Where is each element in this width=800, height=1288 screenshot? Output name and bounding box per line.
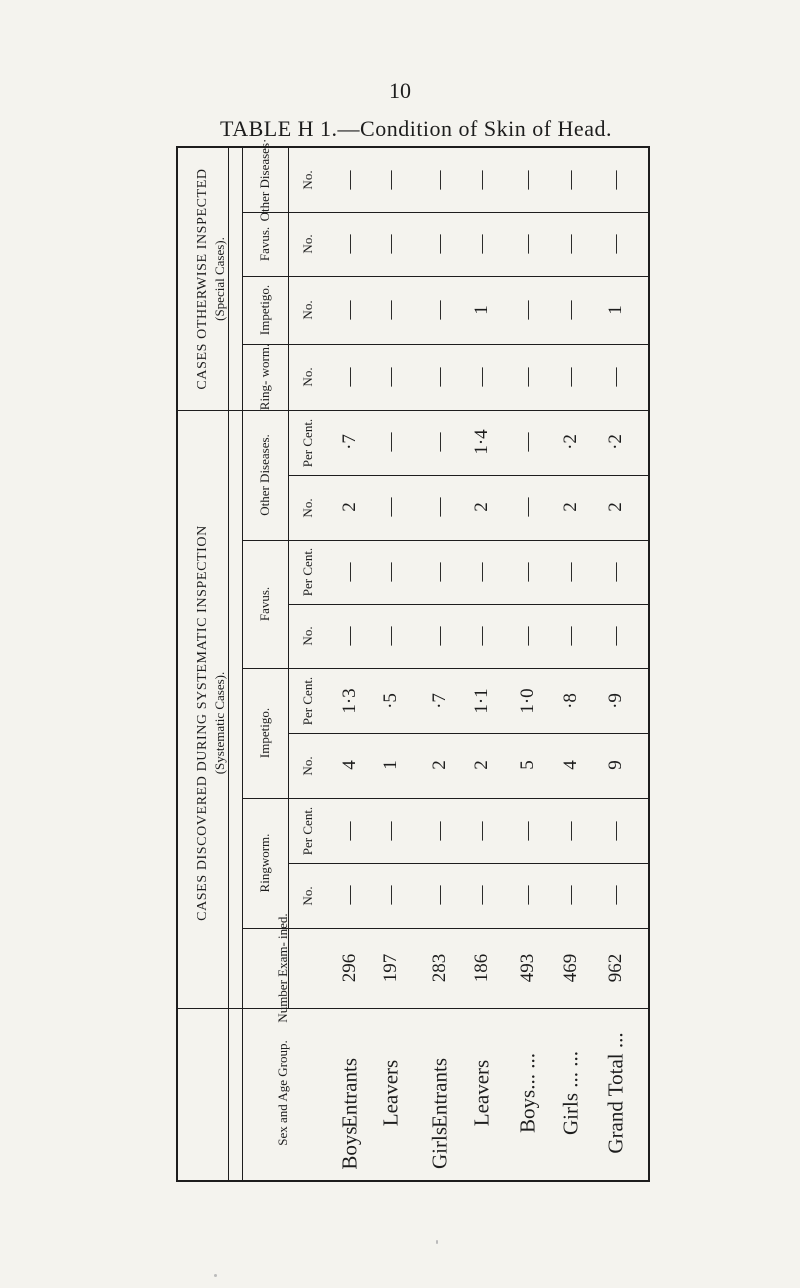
cell-favus-no-4: — — [517, 626, 538, 646]
header-number-examined: Number Exam- ined. — [275, 913, 290, 1023]
header-no-impetigo-special: No. — [300, 300, 315, 320]
cell-ringworm-pct-3: — — [471, 821, 492, 841]
cell-impetigo-pct-6: ·9 — [605, 693, 626, 709]
cell-ringworm-pct-2: — — [429, 821, 450, 841]
cell-special-ringworm-2: — — [429, 367, 450, 387]
cell-favus-pct-3: — — [471, 562, 492, 582]
header-impetigo-special: Impetigo. — [257, 284, 272, 336]
cell-impetigo-no-2: 2 — [429, 760, 450, 770]
cell-other-pct-0: ·7 — [339, 434, 360, 450]
cell-favus-no-0: — — [339, 626, 360, 646]
cell-other-pct-2: — — [429, 432, 450, 452]
cell-impetigo-pct-0: 1·3 — [339, 688, 360, 714]
section-title-systematic: CASES DISCOVERED DURING SYSTEMATIC INSPECTION — [195, 525, 210, 921]
band-special-2 — [242, 276, 648, 277]
cell-special-ringworm-0: — — [339, 367, 360, 387]
header-other-diseases-special: Other Diseases· — [257, 138, 272, 222]
cell-favus-no-5: — — [560, 626, 581, 646]
header-ringworm-special: Ring- worm. — [257, 343, 272, 411]
row-label-2: Entrants — [427, 1058, 452, 1128]
cell-special-other-4: — — [517, 170, 538, 190]
cell-ringworm-no-4: — — [517, 885, 538, 905]
cell-special-other-3: — — [471, 170, 492, 190]
cell-special-impetigo-0: — — [339, 300, 360, 320]
cell-other-pct-5: ·2 — [560, 434, 581, 450]
cell-examined-0: 296 — [339, 953, 360, 983]
header-no-other-special: No. — [300, 170, 315, 190]
cell-ringworm-pct-5: — — [560, 821, 581, 841]
divider-subheader — [288, 148, 289, 1008]
cell-examined-3: 186 — [471, 953, 492, 983]
header-per-cent-2: Per Cent. — [300, 676, 315, 725]
band-systematic-3 — [242, 798, 648, 799]
cell-favus-pct-4: — — [517, 562, 538, 582]
cell-examined-1: 197 — [380, 953, 401, 983]
row-label-prefix-0: Boys — [337, 1126, 362, 1170]
cell-special-other-5: — — [560, 170, 581, 190]
header-no-favus-special: No. — [300, 234, 315, 254]
row-label-3: Leavers — [469, 1059, 494, 1127]
header-per-cent-0: Per Cent. — [300, 418, 315, 467]
cell-ringworm-no-0: — — [339, 885, 360, 905]
cell-impetigo-no-4: 5 — [517, 760, 538, 770]
cell-ringworm-pct-0: — — [339, 821, 360, 841]
cell-impetigo-no-3: 2 — [471, 760, 492, 770]
cell-impetigo-pct-5: ·8 — [560, 693, 581, 709]
cell-other-pct-6: ·2 — [605, 434, 626, 450]
row-label-6: Grand Total ... — [603, 1032, 628, 1154]
table-title: TABLE H 1.—Condition of Skin of Head. — [220, 116, 612, 141]
header-ringworm: Ringworm. — [257, 833, 272, 893]
cell-special-favus-5: — — [560, 234, 581, 254]
cell-other-pct-3: 1·4 — [471, 429, 492, 455]
cell-favus-no-3: — — [471, 626, 492, 646]
cell-other-no-1: — — [380, 497, 401, 517]
band-systematic-4 — [242, 928, 648, 929]
header-favus-special: Favus. — [257, 226, 272, 262]
cell-special-other-2: — — [429, 170, 450, 190]
band-examined-divider — [178, 1008, 648, 1009]
cell-favus-pct-6: — — [605, 562, 626, 582]
cell-special-favus-6: — — [605, 234, 626, 254]
page-number: 10 — [389, 78, 411, 103]
cell-examined-5: 469 — [560, 953, 581, 983]
cell-favus-pct-5: — — [560, 562, 581, 582]
cell-examined-6: 962 — [605, 953, 626, 983]
row-label-5: Girls ... ... — [558, 1051, 583, 1135]
cell-impetigo-pct-4: 1·0 — [517, 688, 538, 714]
cell-favus-no-2: — — [429, 626, 450, 646]
cell-other-no-2: — — [429, 497, 450, 517]
cell-favus-no-6: — — [605, 626, 626, 646]
divider-group-header — [242, 148, 243, 1180]
cell-special-favus-0: — — [339, 234, 360, 254]
row-label-prefix-2: Girls — [427, 1127, 452, 1169]
cell-impetigo-pct-1: ·5 — [380, 693, 401, 709]
cell-special-other-0: — — [339, 170, 360, 190]
cell-favus-pct-0: — — [339, 562, 360, 582]
cell-examined-4: 493 — [517, 953, 538, 983]
cell-special-ringworm-1: — — [380, 367, 401, 387]
header-no-ringworm-special: No. — [300, 367, 315, 387]
cell-special-ringworm-4: — — [517, 367, 538, 387]
header-no-3: No. — [300, 885, 315, 906]
cell-special-favus-1: — — [380, 234, 401, 254]
cell-other-no-3: 2 — [471, 502, 492, 512]
cell-examined-2: 283 — [429, 953, 450, 983]
band-sub-2 — [288, 733, 648, 734]
cell-ringworm-no-2: — — [429, 885, 450, 905]
cell-special-ringworm-5: — — [560, 367, 581, 387]
header-impetigo: Impetigo. — [257, 707, 272, 759]
cell-special-impetigo-1: — — [380, 300, 401, 320]
cell-other-no-0: 2 — [339, 502, 360, 512]
cell-other-pct-4: — — [517, 432, 538, 452]
cell-impetigo-no-5: 4 — [560, 760, 581, 770]
cell-special-ringworm-6: — — [605, 367, 626, 387]
cell-special-impetigo-2: — — [429, 300, 450, 320]
cell-special-favus-3: — — [471, 234, 492, 254]
skin-condition-table — [176, 138, 650, 1182]
cell-favus-no-1: — — [380, 626, 401, 646]
cell-ringworm-pct-1: — — [380, 821, 401, 841]
row-label-4: Boys... ... — [515, 1053, 540, 1133]
cell-ringworm-no-1: — — [380, 885, 401, 905]
header-per-cent-1: Per Cent. — [300, 547, 315, 597]
band-sub-0 — [288, 475, 648, 476]
band-sub-3 — [288, 863, 648, 864]
cell-impetigo-pct-3: 1·1 — [471, 688, 492, 714]
cell-impetigo-pct-2: ·7 — [429, 693, 450, 709]
cell-ringworm-pct-6: — — [605, 821, 626, 841]
header-no-0: No. — [300, 497, 315, 518]
cell-ringworm-no-5: — — [560, 885, 581, 905]
cell-special-favus-2: — — [429, 234, 450, 254]
header-no-2: No. — [300, 755, 315, 776]
band-special-1 — [242, 212, 648, 213]
cell-special-impetigo-5: — — [560, 300, 581, 320]
section-subtitle-special: (Special Cases). — [212, 237, 227, 321]
section-title-special: CASES OTHERWISE INSPECTED — [195, 168, 210, 390]
cell-special-impetigo-3: 1 — [471, 305, 492, 315]
cell-other-no-5: 2 — [560, 502, 581, 512]
header-other-diseases: Other Diseases. — [257, 434, 272, 516]
row-label-0: Entrants — [337, 1058, 362, 1128]
scan-speck — [214, 1274, 217, 1277]
cell-impetigo-no-0: 4 — [339, 760, 360, 770]
cell-special-other-6: — — [605, 170, 626, 190]
cell-ringworm-no-3: — — [471, 885, 492, 905]
cell-special-impetigo-4: — — [517, 300, 538, 320]
band-special-3 — [242, 344, 648, 345]
header-no-1: No. — [300, 626, 315, 646]
cell-special-impetigo-6: 1 — [605, 305, 626, 315]
band-systematic-2 — [242, 668, 648, 669]
header-sex-age: Sex and Age Group. — [275, 1040, 290, 1146]
cell-other-no-4: — — [517, 497, 538, 517]
scan-speck — [436, 1240, 438, 1244]
cell-special-other-1: — — [380, 170, 401, 190]
cell-other-pct-1: — — [380, 432, 401, 452]
cell-favus-pct-1: — — [380, 562, 401, 582]
cell-impetigo-no-6: 9 — [605, 760, 626, 770]
band-systematic-1 — [242, 540, 648, 541]
section-subtitle-systematic: (Systematic Cases). — [212, 671, 227, 775]
cell-ringworm-pct-4: — — [517, 821, 538, 841]
row-label-1: Leavers — [378, 1059, 403, 1127]
divider-section-header — [228, 148, 229, 1180]
band-section-divider — [178, 410, 648, 411]
header-favus: Favus. — [257, 586, 272, 622]
header-per-cent-3: Per Cent. — [300, 806, 315, 855]
cell-impetigo-no-1: 1 — [380, 760, 401, 770]
cell-special-favus-4: — — [517, 234, 538, 254]
band-sub-1 — [288, 604, 648, 605]
cell-ringworm-no-6: — — [605, 885, 626, 905]
cell-favus-pct-2: — — [429, 562, 450, 582]
cell-other-no-6: 2 — [605, 502, 626, 512]
cell-special-ringworm-3: — — [471, 367, 492, 387]
